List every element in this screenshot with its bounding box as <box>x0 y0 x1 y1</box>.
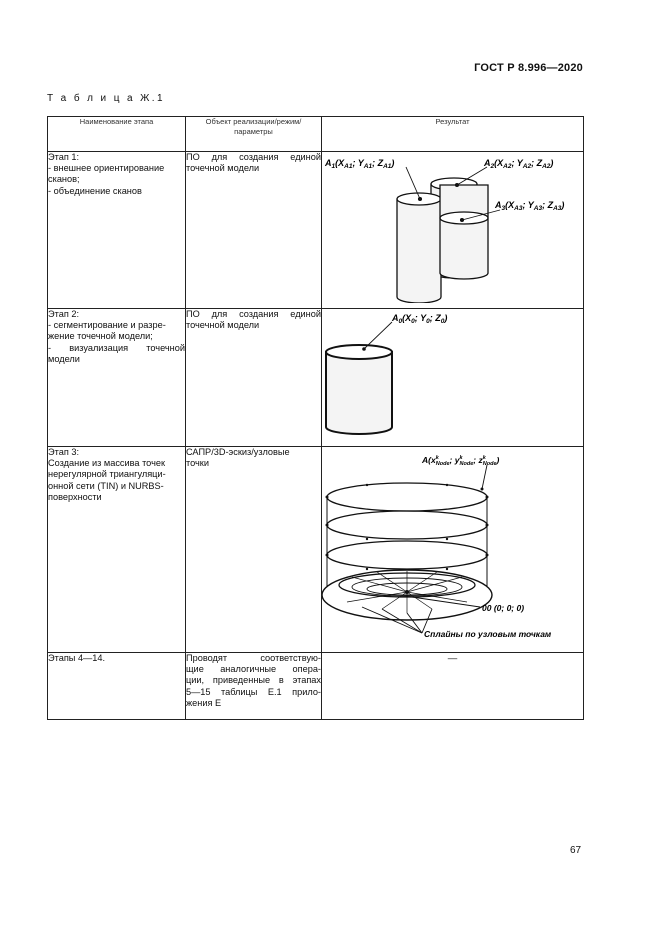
table-header-row <box>48 117 584 152</box>
result-cell <box>322 152 584 309</box>
empty-result-dash: — <box>447 653 458 664</box>
object-cell: Проводят соответствую- щие аналогичные опера- ции, приведенные в этапах 5—15 таблицы Е.1 прило- жения Е <box>186 653 322 720</box>
stage-cell: Этап 2: - сегментирование и разре- жение точечной модели; - визуализация точечной модели <box>48 309 186 447</box>
object-cell: ПО для создания единой точечной модели <box>186 152 322 309</box>
results-table <box>47 116 584 720</box>
stage-cell: Этап 1: - внешнее ориентирование сканов; - объединение сканов <box>48 152 186 309</box>
tin-nurbs-diagram <box>322 447 584 647</box>
svg-text:00 (0; 0; 0): 00 (0; 0; 0) <box>482 603 525 613</box>
stage-cell: Этап 3: Создание из массива точек нерегулярной триангуляци- онной сети (TIN) и NURBS- поверхности <box>48 447 186 653</box>
standard-header: ГОСТ Р 8.996—2020 <box>474 62 583 74</box>
header-result: Результат <box>322 117 584 152</box>
result-cell <box>322 309 584 447</box>
merged-scans-diagram <box>322 152 584 303</box>
table-row <box>48 309 584 447</box>
svg-text:A2(XA2; YA2; ZA2): $A_2(X_{A2}$; $Y_{A2}$; $Z_{A2}$) <box>484 158 554 170</box>
svg-text:A(xkNode; ykNode; zkNode): $A(x^k$ Node; $y^k$ Node; $z^k$ Node) <box>422 455 500 467</box>
object-cell: ПО для создания единой точечной модели <box>186 309 322 447</box>
page-number: 67 <box>570 845 582 856</box>
header-stage-name: Наименование этапа <box>48 117 186 152</box>
segmented-model-diagram <box>322 309 584 441</box>
header-object: Объект реализации/режим/ параметры <box>186 117 322 152</box>
table-caption: Т а б л и ц а Ж.1 <box>47 93 165 104</box>
table-row <box>48 447 584 653</box>
table-row <box>48 152 584 309</box>
svg-text:A1(XA1; YA1; ZA1): $A_1(X_{A1}$; $Y_{A1}$; $Z_{A1}$) <box>325 158 395 170</box>
result-cell <box>322 447 584 653</box>
result-cell <box>322 653 584 720</box>
svg-text:Сплайны по узловым точкам: Сплайны по узловым точкам <box>424 629 552 639</box>
stage-cell: Этапы 4—14. <box>48 653 186 720</box>
svg-text:A3(XA3; YA3; ZA3): $A_3(X_{A3}$; $Y_{A3}$; $Z_{A3}$) <box>495 200 565 212</box>
svg-text:A0(X0; Y0; Z0): $A_0(X_0$; $Y_0$; $Z_0$) <box>392 313 448 325</box>
object-cell: САПР/3D-эскиз/узловые точки <box>186 447 322 653</box>
table-row <box>48 653 584 720</box>
